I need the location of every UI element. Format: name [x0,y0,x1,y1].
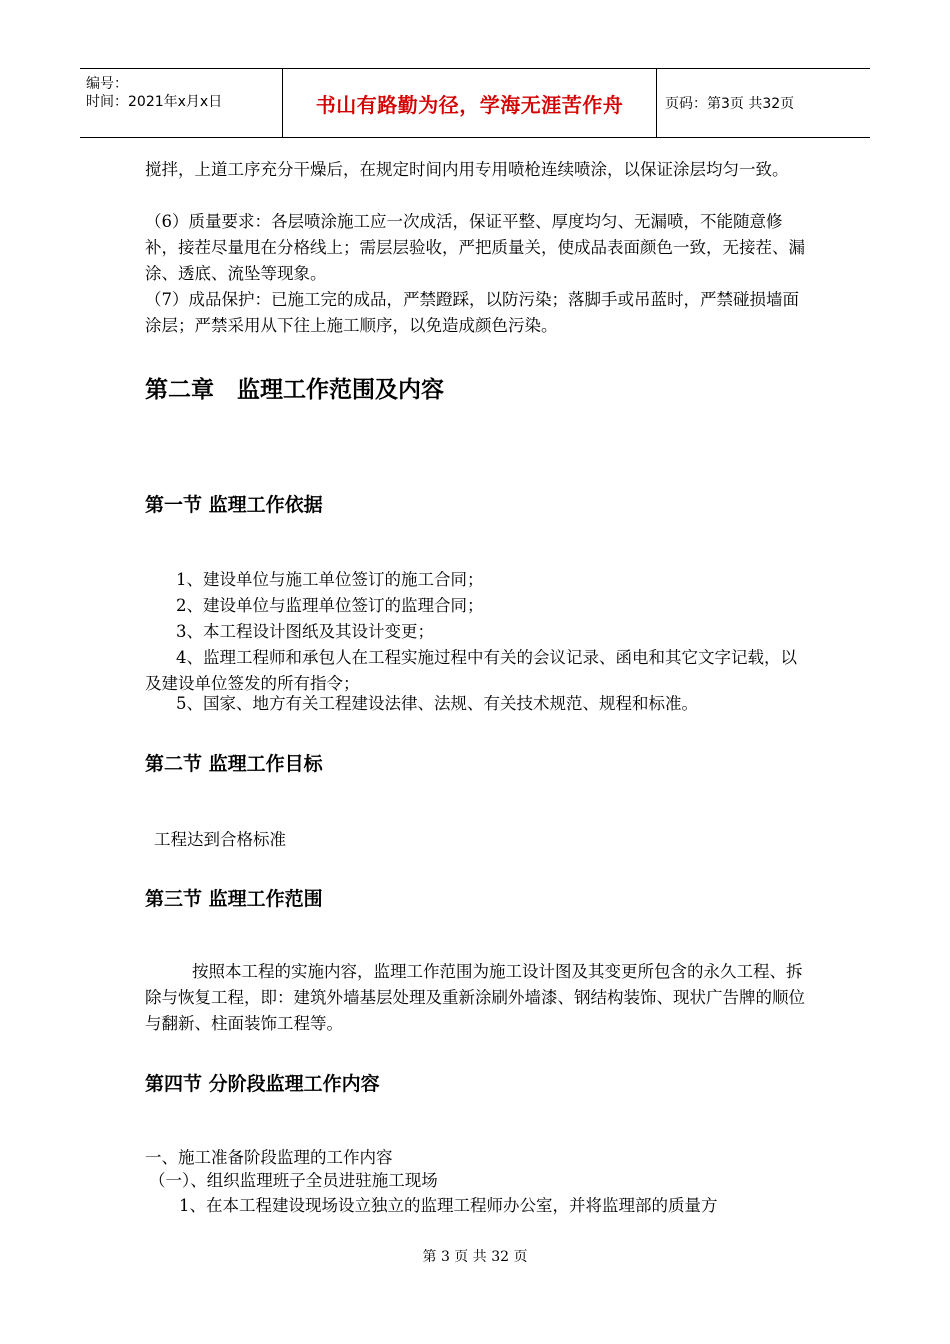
page-info: 页码：第3页 共32页 [665,96,795,112]
scope-paragraph: 按照本工程的实施内容，监理工作范围为施工设计图及其变更所包含的永久工程、拆除与恢复工程，即：建筑外墙基层处理及重新涂刷外墙漆、钢结构装饰、现状广告牌的顺位与翻新、柱面装饰工程等。 [145,962,805,1033]
section-title-basis: 第一节 监理工作依据 [145,494,323,516]
list-item: 5、国家、地方有关工程建设法律、法规、有关技术规范、规程和标准。 [176,694,698,713]
chapter-title: 第二章 监理工作范围及内容 [145,377,444,403]
header-motto-cell [283,69,657,137]
list-item: 1、建设单位与施工单位签订的施工合同； [176,570,484,589]
stage-subheading: （一）、组织监理班子全员进驻施工现场 [149,1171,438,1190]
page-footer: 第 3 页 共 32 页 [422,1249,528,1265]
header-table [80,68,870,138]
list-item: 4、监理工程师和承包人在工程实施过程中有关的会议记录、函电和其它文字记载，以及建设单位签发的所有指令； [145,648,797,693]
stage-item: 1、在本工程建设现场设立独立的监理工程师办公室，并将监理部的质量方 [179,1196,718,1215]
motto-text: 书山有路勤为径，学海无涯苦作舟 [315,92,624,117]
time-label: 时间：2021年x月x日 [86,94,223,110]
list-item: 2、建设单位与监理单位签订的监理合同； [176,596,484,615]
list-item: 3、本工程设计图纸及其设计变更； [176,622,434,641]
section-title-scope: 第三节 监理工作范围 [145,888,323,910]
section-title-goal: 第二节 监理工作目标 [145,753,323,775]
section-title-stages: 第四节 分阶段监理工作内容 [145,1073,380,1095]
stage-heading: 一、施工准备阶段监理的工作内容 [145,1148,393,1167]
paragraph-quality: （6）质量要求：各层喷涂施工应一次成活，保证平整、厚度均匀、无漏喷，不能随意修补，接茬尽量甩在分格线上；需层层验收，严把质量关，使成品表面颜色一致，无接茬、漏涂、透底、流坠等现象。 [145,212,805,283]
paragraph-protection: （7）成品保护：已施工完的成品，严禁蹬踩，以防污染；落脚手或吊蓝时，严禁碰损墙面涂层；严禁采用从下往上施工顺序，以免造成颜色污染。 [145,290,799,335]
header-meta-cell [80,69,283,137]
serial-label: 编号： [86,76,128,92]
header-page-cell [657,69,870,137]
goal-text: 工程达到合格标准 [154,830,286,849]
paragraph-continued: 搅拌，上道工序充分干燥后，在规定时间内用专用喷枪连续喷涂，以保证涂层均匀一致。 [145,160,789,179]
